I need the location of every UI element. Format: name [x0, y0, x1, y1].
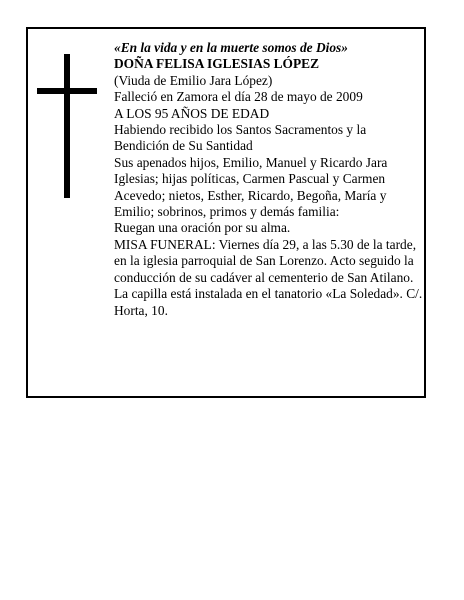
death-info: Falleció en Zamora el día 28 de mayo de 2009 — [114, 89, 363, 105]
prayer-request: Ruegan una oración por su alma. — [114, 220, 291, 236]
age: A LOS 95 AÑOS DE EDAD — [114, 105, 270, 121]
chapel: La capilla está instalada en el tanatorio «La Soledad». C/. Horta, 10. — [114, 286, 423, 318]
cross-vertical-bar — [64, 54, 70, 198]
widow-of: (Viuda de Emilio Jara López) — [114, 72, 273, 88]
cross-icon — [37, 54, 97, 198]
sacraments: Habiendo recibido los Santos Sacramentos y la Bendición de Su Santidad — [114, 122, 367, 154]
funeral-mass: MISA FUNERAL: Viernes día 29, a las 5.30 de la tarde, en la iglesia parroquial de San Lorenzo. Acto seguido la conducción de su cadáver al cementerio de San Atilano. — [114, 236, 417, 285]
notice-text — [114, 40, 424, 319]
motto: «En la vida y en la muerte somos de Dios» — [114, 40, 348, 55]
cross-horizontal-bar — [37, 88, 97, 94]
obituary-notice — [26, 27, 426, 398]
deceased-name: DOÑA FELISA IGLESIAS LÓPEZ — [114, 56, 320, 72]
family: Sus apenados hijos, Emilio, Manuel y Ricardo Jara Iglesias; hijas políticas, Carmen Pascual y Carmen Acevedo; nietos, Esther, Ricardo, Begoña, María y Emilio; sobrinos, primos y demás familia: — [114, 154, 388, 220]
